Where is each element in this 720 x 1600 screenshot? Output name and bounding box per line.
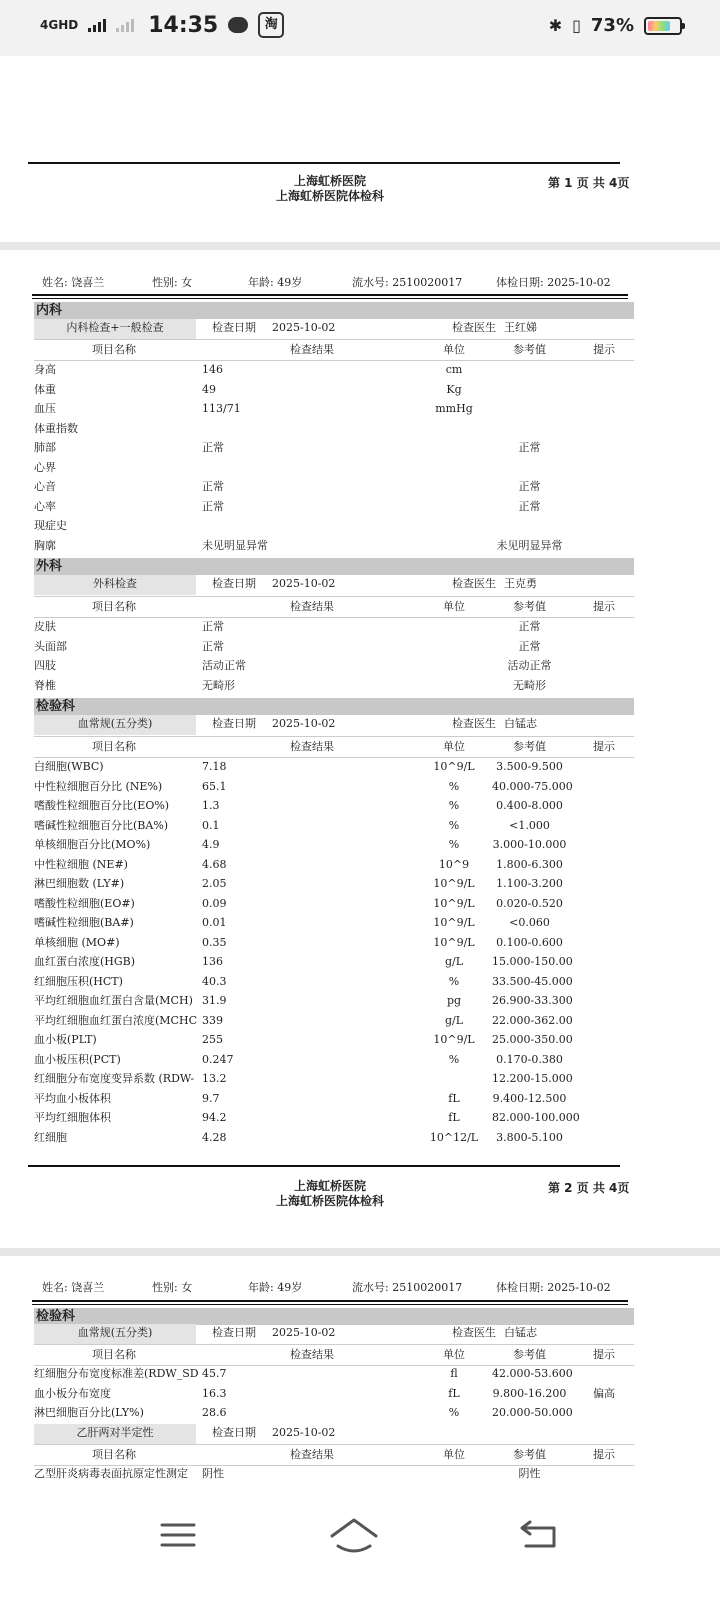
table-row bbox=[34, 380, 634, 399]
item-unit: 10^9/L bbox=[433, 760, 475, 773]
item-ref: 1.800-6.300 bbox=[496, 857, 563, 871]
item-result: 0.35 bbox=[202, 935, 227, 949]
item-result: 45.7 bbox=[202, 1367, 227, 1380]
item-name: 血小板分布宽度 bbox=[34, 1386, 111, 1400]
doctor-name: 白锰志 bbox=[504, 1326, 537, 1339]
item-ref: 0.170-0.380 bbox=[496, 1052, 563, 1066]
item-ref: 正常 bbox=[518, 499, 541, 513]
check-date-value: 2025-10-02 bbox=[272, 1326, 336, 1339]
battery-percent: 73% bbox=[590, 15, 634, 36]
table-row bbox=[34, 757, 634, 776]
table-row bbox=[34, 399, 634, 418]
table-row bbox=[34, 1384, 634, 1403]
jianyan2-subheader bbox=[34, 1324, 634, 1344]
item-name: 心率 bbox=[34, 499, 56, 513]
col-item: 项目名称 bbox=[92, 600, 136, 613]
hospital-name: 上海虹桥医院 bbox=[293, 1179, 366, 1193]
page-number: 第 1 页 共 4页 bbox=[548, 176, 630, 190]
table-row bbox=[34, 1128, 634, 1147]
item-name: 红细胞分布宽度变异系数 (RDW- bbox=[34, 1072, 195, 1085]
report-page-1-header bbox=[0, 56, 720, 242]
item-unit: fL bbox=[448, 1386, 460, 1400]
patient-name: 姓名: 饶喜兰 bbox=[42, 1281, 105, 1294]
col-unit: 单位 bbox=[443, 1348, 465, 1361]
col-tip: 提示 bbox=[593, 1448, 615, 1461]
item-unit: cm bbox=[445, 363, 463, 376]
item-name: 皮肤 bbox=[34, 620, 56, 633]
item-unit: pg bbox=[446, 994, 462, 1007]
table-row bbox=[34, 656, 634, 675]
table-row bbox=[34, 536, 634, 555]
item-name: 淋巴细胞百分比(LY%) bbox=[34, 1406, 144, 1419]
taobao-icon: 淘 bbox=[258, 12, 284, 38]
check-date-value: 2025-10-02 bbox=[272, 717, 336, 730]
table-row bbox=[34, 972, 634, 991]
item-result: 65.1 bbox=[202, 779, 227, 793]
item-name: 血小板压积(PCT) bbox=[34, 1052, 121, 1066]
battery-fill bbox=[648, 21, 670, 31]
item-result: 94.2 bbox=[202, 1111, 227, 1124]
item-result: 40.3 bbox=[202, 974, 227, 988]
hbv-subheader bbox=[34, 1424, 634, 1444]
col-ref: 参考值 bbox=[513, 343, 546, 356]
table-row bbox=[34, 497, 634, 516]
patient-age: 年龄: 49岁 bbox=[248, 1281, 303, 1294]
item-name: 血小板(PLT) bbox=[34, 1033, 97, 1046]
table-row bbox=[34, 991, 634, 1010]
bluetooth-icon: ✱ bbox=[548, 16, 563, 35]
item-result: 4.28 bbox=[202, 1130, 227, 1144]
item-ref: 15.000-150.00 bbox=[492, 955, 573, 968]
network-type: 4GHD bbox=[40, 18, 79, 32]
menu-button[interactable] bbox=[148, 1512, 208, 1558]
col-unit: 单位 bbox=[443, 740, 465, 753]
check-date-label: 检查日期 bbox=[212, 577, 256, 590]
item-name: 红细胞压积(HCT) bbox=[34, 974, 123, 988]
table-row bbox=[34, 894, 634, 913]
report-page-2-header bbox=[0, 1165, 720, 1248]
table-row bbox=[34, 777, 634, 796]
check-date-label: 检查日期 bbox=[212, 321, 256, 334]
check-date-label: 检查日期 bbox=[212, 717, 256, 730]
item-unit: 10^9/L bbox=[433, 935, 475, 949]
item-name: 现症史 bbox=[34, 519, 67, 532]
item-ref: 20.000-50.000 bbox=[492, 1406, 573, 1419]
item-name: 红细胞 bbox=[34, 1130, 67, 1144]
table-header bbox=[34, 736, 634, 758]
col-result: 检查结果 bbox=[290, 740, 334, 753]
col-tip: 提示 bbox=[593, 343, 615, 356]
item-name: 乙型肝炎病毒表面抗原定性测定 bbox=[34, 1467, 188, 1480]
col-ref: 参考值 bbox=[513, 1348, 546, 1361]
item-unit: 10^9/L bbox=[433, 916, 475, 929]
table-row bbox=[34, 1030, 634, 1049]
col-result: 检查结果 bbox=[290, 343, 334, 356]
doctor-label: 检查医生 bbox=[452, 577, 496, 590]
table-row bbox=[34, 1108, 634, 1127]
item-unit: 10^9 bbox=[438, 857, 470, 871]
table-row bbox=[34, 1364, 634, 1383]
col-ref: 参考值 bbox=[513, 1448, 546, 1461]
item-result: 0.1 bbox=[202, 818, 220, 832]
item-unit: % bbox=[448, 1406, 460, 1419]
item-unit: % bbox=[448, 799, 460, 812]
item-result: 146 bbox=[202, 363, 223, 376]
item-unit: % bbox=[448, 779, 460, 793]
col-unit: 单位 bbox=[443, 1448, 465, 1461]
patient-info bbox=[0, 1279, 720, 1297]
doctor-name: 王克勇 bbox=[504, 577, 537, 590]
item-result: 无畸形 bbox=[202, 678, 235, 692]
item-ref: 0.020-0.520 bbox=[496, 896, 563, 910]
table-row bbox=[34, 438, 634, 457]
table-row bbox=[34, 913, 634, 932]
table-header bbox=[34, 1444, 634, 1466]
col-ref: 参考值 bbox=[513, 740, 546, 753]
col-item: 项目名称 bbox=[92, 740, 136, 753]
check-date-label: 检查日期 bbox=[212, 1426, 256, 1439]
item-ref: 12.200-15.000 bbox=[492, 1072, 573, 1085]
table-row bbox=[34, 458, 634, 477]
table-row bbox=[34, 516, 634, 535]
item-result: 0.09 bbox=[202, 896, 227, 910]
item-unit: % bbox=[448, 974, 460, 988]
item-ref: 22.000-362.00 bbox=[492, 1013, 573, 1027]
item-unit: fl bbox=[450, 1367, 458, 1380]
table-row bbox=[34, 1050, 634, 1069]
item-ref: 1.100-3.200 bbox=[496, 877, 563, 890]
item-result: 2.05 bbox=[202, 877, 227, 890]
item-name: 身高 bbox=[34, 363, 56, 376]
item-name: 体重 bbox=[34, 382, 56, 396]
col-ref: 参考值 bbox=[513, 600, 546, 613]
check-date-label: 检查日期 bbox=[212, 1326, 256, 1339]
table-row bbox=[34, 617, 634, 636]
department-name: 上海虹桥医院体检科 bbox=[275, 189, 384, 203]
item-unit: fL bbox=[448, 1111, 460, 1124]
item-unit: mmHg bbox=[435, 402, 473, 415]
item-result: 113/71 bbox=[202, 402, 241, 415]
home-icon bbox=[324, 1512, 384, 1558]
report-page-2-body bbox=[0, 1256, 720, 1490]
item-unit: 10^9/L bbox=[433, 896, 475, 910]
item-ref: 3.500-9.500 bbox=[496, 760, 563, 773]
item-result: 正常 bbox=[202, 480, 224, 493]
item-name: 嗜酸性粒细胞百分比(EO%) bbox=[34, 799, 170, 812]
waike-subheader bbox=[34, 575, 634, 595]
item-name: 平均红细胞血红蛋白含量(MCH) bbox=[34, 994, 193, 1007]
item-name: 肺部 bbox=[34, 441, 56, 454]
item-ref: 0.100-0.600 bbox=[496, 935, 563, 949]
table-row bbox=[34, 835, 634, 854]
item-ref: 40.000-75.000 bbox=[492, 779, 573, 793]
item-tip: 偏高 bbox=[593, 1386, 615, 1400]
item-ref: 26.900-33.300 bbox=[492, 994, 573, 1007]
check-date-value: 2025-10-02 bbox=[272, 577, 336, 590]
item-name: 嗜酸性粒细胞(EO#) bbox=[34, 896, 135, 910]
item-name: 平均血小板体积 bbox=[34, 1091, 111, 1105]
item-name: 头面部 bbox=[34, 639, 67, 653]
col-result: 检查结果 bbox=[290, 600, 334, 613]
section-waike bbox=[34, 558, 634, 575]
item-ref: 3.800-5.100 bbox=[496, 1130, 563, 1144]
item-name: 血红蛋白浓度(HGB) bbox=[34, 955, 136, 968]
item-name: 白细胞(WBC) bbox=[34, 760, 104, 773]
col-result: 检查结果 bbox=[290, 1448, 334, 1461]
section-title: 内科 bbox=[36, 303, 63, 318]
subsection-title: 内科检查+一般检查 bbox=[34, 319, 196, 339]
table-row bbox=[34, 419, 634, 438]
page-number: 第 2 页 共 4页 bbox=[548, 1181, 630, 1195]
battery-icon bbox=[644, 17, 682, 35]
table-row bbox=[34, 1403, 634, 1422]
item-result: 49 bbox=[202, 382, 216, 396]
section-jianyan-2 bbox=[34, 1308, 634, 1325]
item-name: 单核细胞 (MO#) bbox=[34, 935, 120, 949]
item-ref: 正常 bbox=[518, 639, 541, 653]
item-name: 心界 bbox=[34, 460, 56, 474]
section-neike bbox=[34, 302, 634, 319]
doctor-name: 王红娣 bbox=[504, 321, 537, 334]
section-title: 检验科 bbox=[36, 1309, 76, 1324]
item-ref: 9.400-12.500 bbox=[492, 1091, 567, 1105]
item-result: 13.2 bbox=[202, 1072, 227, 1085]
item-result: 31.9 bbox=[202, 994, 227, 1007]
item-result: 0.247 bbox=[202, 1052, 234, 1066]
clock: 14:35 bbox=[148, 12, 219, 38]
doctor-label: 检查医生 bbox=[452, 1326, 496, 1339]
subsection-title: 血常规(五分类) bbox=[34, 715, 196, 735]
item-result: 正常 bbox=[202, 441, 224, 454]
item-result: 9.7 bbox=[202, 1091, 220, 1105]
item-result: 正常 bbox=[202, 499, 224, 513]
col-tip: 提示 bbox=[593, 1348, 615, 1361]
patient-info bbox=[0, 274, 720, 292]
item-name: 平均红细胞血红蛋白浓度(MCHC bbox=[34, 1013, 197, 1027]
item-ref: 33.500-45.000 bbox=[492, 974, 573, 988]
patient-age: 年龄: 49岁 bbox=[248, 276, 303, 289]
item-ref: 82.000-100.000 bbox=[492, 1111, 580, 1124]
table-row bbox=[34, 952, 634, 971]
col-item: 项目名称 bbox=[92, 1448, 136, 1461]
table-row bbox=[34, 1069, 634, 1088]
hospital-name: 上海虹桥医院 bbox=[293, 174, 366, 188]
item-unit: Kg bbox=[446, 382, 462, 396]
item-name: 血压 bbox=[34, 402, 56, 415]
section-jianyan bbox=[34, 698, 634, 715]
item-ref: <0.060 bbox=[509, 916, 550, 929]
section-title: 外科 bbox=[36, 559, 63, 574]
col-result: 检查结果 bbox=[290, 1348, 334, 1361]
serial-number: 流水号: 2510020017 bbox=[352, 1281, 463, 1294]
exam-date: 体检日期: 2025-10-02 bbox=[496, 276, 611, 289]
col-item: 项目名称 bbox=[92, 1348, 136, 1361]
serial-number: 流水号: 2510020017 bbox=[352, 276, 463, 289]
section-title: 检验科 bbox=[36, 699, 76, 714]
col-tip: 提示 bbox=[593, 600, 615, 613]
item-name: 平均红细胞体积 bbox=[34, 1111, 111, 1124]
doctor-label: 检查医生 bbox=[452, 321, 496, 334]
patient-name: 姓名: 饶喜兰 bbox=[42, 276, 105, 289]
table-row bbox=[34, 1011, 634, 1030]
item-name: 四肢 bbox=[34, 659, 56, 672]
item-unit: g/L bbox=[444, 1013, 464, 1027]
item-ref: 3.000-10.000 bbox=[492, 838, 567, 851]
signal-icon bbox=[88, 18, 106, 32]
col-unit: 单位 bbox=[443, 600, 465, 613]
item-result: 1.3 bbox=[202, 799, 220, 812]
signal-2-icon bbox=[116, 18, 134, 32]
subsection-title: 外科检查 bbox=[34, 575, 196, 595]
item-result: 28.6 bbox=[202, 1406, 227, 1419]
table-row bbox=[34, 1089, 634, 1108]
item-unit: 10^9/L bbox=[433, 877, 475, 890]
check-date-value: 2025-10-02 bbox=[272, 1426, 336, 1439]
back-button[interactable] bbox=[508, 1512, 568, 1558]
item-ref: 42.000-53.600 bbox=[492, 1367, 573, 1380]
item-result: 339 bbox=[202, 1013, 223, 1027]
item-ref: 25.000-350.00 bbox=[492, 1033, 573, 1046]
item-name: 中性粒细胞 (NE#) bbox=[34, 857, 128, 871]
neike-subheader bbox=[34, 319, 634, 339]
doctor-name: 白锰志 bbox=[504, 717, 537, 730]
item-result: 阴性 bbox=[202, 1467, 224, 1480]
item-result: 255 bbox=[202, 1033, 223, 1046]
item-name: 红细胞分布宽度标准差(RDW_SD bbox=[34, 1367, 199, 1380]
table-row bbox=[34, 477, 634, 496]
vibrate-icon: ▯ bbox=[572, 16, 581, 35]
item-name: 单核细胞百分比(MO%) bbox=[34, 838, 151, 851]
item-ref: <1.000 bbox=[509, 818, 550, 832]
item-unit: % bbox=[448, 838, 460, 851]
item-name: 嗜碱性粒细胞(BA#) bbox=[34, 916, 134, 929]
item-name: 淋巴细胞数 (LY#) bbox=[34, 877, 125, 890]
home-button[interactable] bbox=[324, 1512, 384, 1558]
item-result: 7.18 bbox=[202, 760, 227, 773]
item-name: 心音 bbox=[34, 480, 56, 493]
department-name: 上海虹桥医院体检科 bbox=[275, 1194, 384, 1208]
table-header bbox=[34, 596, 634, 618]
menu-icon bbox=[148, 1512, 208, 1558]
navigation-bar bbox=[0, 1490, 720, 1600]
status-bar bbox=[0, 0, 720, 56]
item-ref: 无畸形 bbox=[513, 678, 546, 692]
item-name: 嗜碱性粒细胞百分比(BA%) bbox=[34, 818, 169, 832]
item-name: 体重指数 bbox=[34, 421, 78, 435]
item-name: 脊椎 bbox=[34, 678, 56, 692]
item-result: 4.68 bbox=[202, 857, 227, 871]
item-ref: 正常 bbox=[518, 620, 541, 633]
table-row bbox=[34, 874, 634, 893]
patient-gender: 性别: 女 bbox=[152, 276, 193, 289]
item-ref: 未见明显异常 bbox=[496, 538, 563, 552]
table-row bbox=[34, 676, 634, 695]
table-header bbox=[34, 1344, 634, 1366]
back-icon bbox=[508, 1512, 568, 1558]
table-row bbox=[34, 1464, 634, 1483]
item-ref: 活动正常 bbox=[507, 659, 552, 672]
table-row bbox=[34, 855, 634, 874]
item-unit: % bbox=[448, 818, 460, 832]
doctor-label: 检查医生 bbox=[452, 717, 496, 730]
item-unit: fL bbox=[448, 1091, 460, 1105]
table-row bbox=[34, 637, 634, 656]
check-date-value: 2025-10-02 bbox=[272, 321, 336, 334]
subsection-title: 血常规(五分类) bbox=[34, 1324, 196, 1344]
item-ref: 9.800-16.200 bbox=[492, 1386, 567, 1400]
jianyan-subheader bbox=[34, 715, 634, 735]
message-icon bbox=[228, 17, 248, 33]
item-result: 活动正常 bbox=[202, 659, 246, 672]
item-result: 正常 bbox=[202, 639, 224, 653]
table-header bbox=[34, 339, 634, 361]
item-unit: 10^9/L bbox=[433, 1033, 475, 1046]
table-row bbox=[34, 816, 634, 835]
item-ref: 正常 bbox=[518, 441, 541, 454]
item-ref: 0.400-8.000 bbox=[496, 799, 563, 812]
patient-gender: 性别: 女 bbox=[152, 1281, 193, 1294]
item-unit: 10^12/L bbox=[429, 1130, 479, 1144]
subsection-title: 乙肝两对半定性 bbox=[34, 1424, 196, 1444]
item-name: 中性粒细胞百分比 (NE%) bbox=[34, 779, 163, 793]
table-row bbox=[34, 933, 634, 952]
item-result: 16.3 bbox=[202, 1386, 227, 1400]
col-item: 项目名称 bbox=[92, 343, 136, 356]
item-ref: 正常 bbox=[518, 480, 541, 493]
table-row bbox=[34, 360, 634, 379]
item-result: 0.01 bbox=[202, 916, 227, 929]
item-result: 4.9 bbox=[202, 838, 220, 851]
item-result: 未见明显异常 bbox=[202, 538, 268, 552]
col-unit: 单位 bbox=[443, 343, 465, 356]
col-tip: 提示 bbox=[593, 740, 615, 753]
exam-date: 体检日期: 2025-10-02 bbox=[496, 1281, 611, 1294]
report-page-1-body bbox=[0, 250, 720, 1165]
item-result: 136 bbox=[202, 955, 223, 968]
item-unit: g/L bbox=[444, 955, 464, 968]
table-row bbox=[34, 796, 634, 815]
item-name: 胸廓 bbox=[34, 538, 56, 552]
item-result: 正常 bbox=[202, 620, 224, 633]
item-unit: % bbox=[448, 1052, 460, 1066]
item-ref: 阴性 bbox=[518, 1467, 541, 1480]
